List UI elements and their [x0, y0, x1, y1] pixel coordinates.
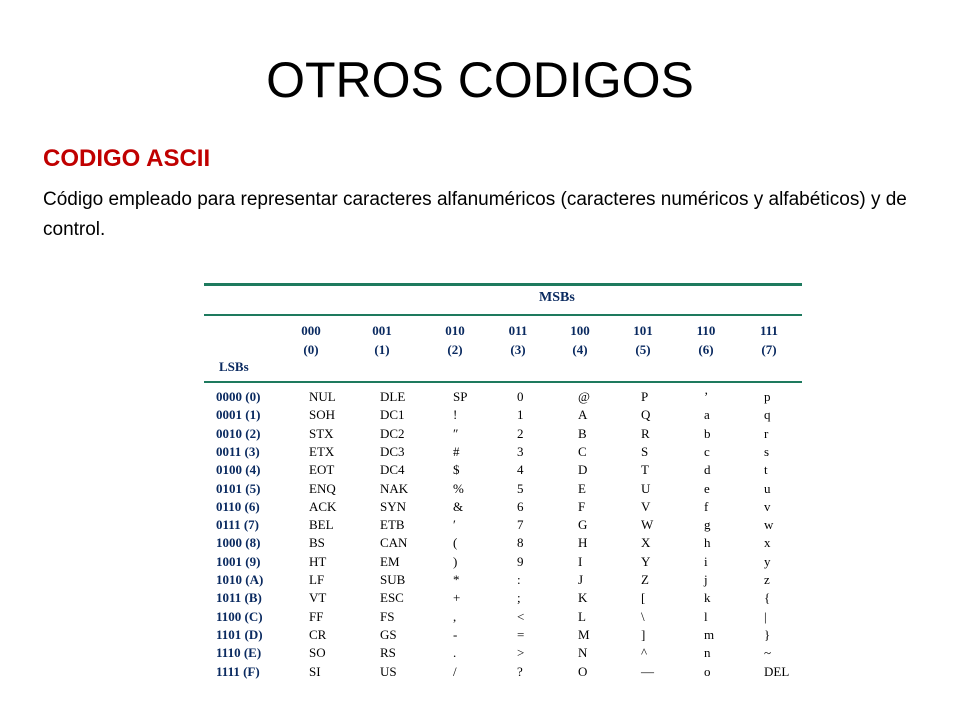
table-cell: G	[578, 517, 588, 533]
column-header-bits: 011	[508, 323, 528, 338]
table-cell: STX	[309, 425, 334, 441]
row-lsb-label: 1000 (8)	[216, 535, 261, 551]
table-cell: @	[578, 389, 590, 404]
table-cell: HT	[309, 553, 327, 569]
row-lsb-label: 1011 (B)	[216, 590, 262, 606]
column-header-dec: (5)	[635, 342, 651, 357]
table-cell: I	[578, 553, 583, 569]
table-cell: ENQ	[309, 480, 336, 496]
msbs-header: MSBs	[539, 290, 575, 305]
table-cell: VT	[309, 590, 327, 606]
column-header	[498, 321, 538, 359]
table-cell: K	[578, 590, 588, 606]
table-cell: c	[704, 443, 710, 459]
table-cell: FS	[380, 608, 395, 624]
table-cell: ETB	[380, 517, 405, 533]
table-cell: P	[641, 389, 649, 404]
table-cell: ,	[453, 608, 457, 624]
table-cell: ’	[704, 389, 709, 404]
row-lsb-label: 1010 (A)	[216, 572, 264, 587]
table-cell: (	[453, 535, 458, 551]
table-cell: U	[641, 480, 651, 496]
table-row	[204, 444, 802, 462]
column-header-dec: (2)	[447, 342, 463, 357]
table-header-rule	[204, 314, 802, 316]
table-cell: ETX	[309, 443, 335, 459]
table-cell: x	[764, 535, 771, 551]
table-cell: j	[704, 572, 708, 587]
table-cell: |	[764, 608, 767, 624]
table-cell: SI	[309, 663, 321, 679]
table-cell: A	[578, 407, 588, 423]
table-row	[204, 609, 802, 627]
row-lsb-label: 0001 (1)	[216, 407, 261, 423]
table-cell: m	[704, 626, 715, 642]
table-cell: NAK	[380, 480, 409, 496]
table-cell: SP	[453, 389, 468, 404]
table-cell: )	[453, 553, 458, 569]
table-cell: [	[641, 590, 646, 606]
row-lsb-label: 0110 (6)	[216, 498, 260, 514]
table-row	[204, 407, 802, 425]
table-cell: +	[453, 590, 461, 606]
column-header-bits: 100	[570, 323, 590, 338]
row-lsb-label: 0000 (0)	[216, 389, 261, 404]
table-cell: r	[764, 425, 769, 441]
table-cell: D	[578, 462, 588, 478]
table-cell: DC2	[380, 425, 405, 441]
column-header-dec: (6)	[698, 342, 714, 357]
table-row	[204, 645, 802, 663]
table-cell: Y	[641, 553, 651, 569]
ascii-table	[204, 283, 802, 687]
table-cell: DLE	[380, 389, 406, 404]
column-header-bits: 000	[301, 323, 321, 338]
table-row	[204, 481, 802, 499]
table-cell: S	[641, 443, 649, 459]
table-row	[204, 499, 802, 517]
table-cell: #	[453, 443, 460, 459]
table-cell: EOT	[309, 462, 335, 478]
table-cell: GS	[380, 626, 397, 642]
row-lsb-label: 0111 (7)	[216, 517, 259, 533]
table-cell: SOH	[309, 407, 336, 423]
column-header	[560, 321, 600, 359]
row-lsb-label: 0010 (2)	[216, 425, 261, 441]
row-lsb-label: 1110 (E)	[216, 645, 262, 661]
table-cell: O	[578, 663, 588, 679]
table-cell: *	[453, 572, 460, 587]
table-cell: 6	[517, 498, 524, 514]
column-header-bits: 001	[372, 323, 392, 338]
table-cell: FF	[309, 608, 324, 624]
table-cell: EM	[380, 553, 400, 569]
table-row	[204, 535, 802, 553]
table-cell: DEL	[764, 663, 790, 679]
table-cell: &	[453, 498, 464, 514]
table-row	[204, 389, 802, 407]
table-cell: 0	[517, 389, 524, 404]
column-header	[362, 321, 402, 359]
table-cell: ]	[641, 626, 646, 642]
table-cell: =	[517, 626, 525, 642]
table-cell: BEL	[309, 517, 334, 533]
column-header	[749, 321, 789, 359]
table-cell: DC4	[380, 462, 405, 478]
table-cell: q	[764, 407, 771, 423]
table-cell: <	[517, 608, 525, 624]
table-cell: v	[764, 498, 771, 514]
table-cell: 7	[517, 517, 524, 533]
column-header	[291, 321, 331, 359]
column-header-dec: (0)	[303, 342, 319, 357]
table-cell: /	[453, 663, 457, 679]
table-row	[204, 554, 802, 572]
table-cell: RS	[380, 645, 396, 661]
table-cell: ″	[453, 425, 459, 441]
table-cell: h	[704, 535, 711, 551]
table-cell: CAN	[380, 535, 408, 551]
table-cell: ;	[517, 590, 521, 606]
column-header-dec: (4)	[572, 342, 588, 357]
table-cell: 4	[517, 462, 524, 478]
table-cell: DC3	[380, 443, 405, 459]
table-cell: ^	[641, 645, 648, 661]
table-cell: ~	[764, 645, 772, 661]
table-row	[204, 517, 802, 535]
table-cell: L	[578, 608, 586, 624]
table-cell: .	[453, 645, 457, 661]
table-row	[204, 572, 802, 590]
table-cell: f	[704, 498, 709, 514]
table-cell: w	[764, 517, 774, 533]
table-row	[204, 627, 802, 645]
table-cell: i	[704, 553, 708, 569]
table-cell: l	[704, 608, 708, 624]
section-heading: CODIGO ASCII	[43, 145, 211, 172]
table-cell: R	[641, 425, 650, 441]
column-header-dec: (3)	[510, 342, 526, 357]
table-cell: F	[578, 498, 586, 514]
table-cell: $	[453, 462, 460, 478]
column-header-bits: 010	[445, 323, 465, 338]
table-cell: y	[764, 553, 771, 569]
column-header-bits: 111	[759, 323, 779, 338]
table-cell: NUL	[309, 389, 336, 404]
table-row	[204, 426, 802, 444]
row-lsb-label: 0011 (3)	[216, 443, 260, 459]
description-text: Código empleado para representar caracteres alfanuméricos (caracteres numéricos y alfabéticos) y de control.	[43, 189, 907, 240]
table-cell: >	[517, 645, 525, 661]
table-cell: SO	[309, 645, 326, 661]
table-cell: 9	[517, 553, 524, 569]
table-cell: 3	[517, 443, 524, 459]
row-lsb-label: 1100 (C)	[216, 608, 263, 624]
table-cell: M	[578, 626, 590, 642]
table-row	[204, 664, 802, 682]
table-cell: o	[704, 663, 711, 679]
table-cell: !	[453, 407, 458, 423]
table-cell: X	[641, 535, 651, 551]
table-cell: 1	[517, 407, 524, 423]
table-cell: s	[764, 443, 770, 459]
table-cell: a	[704, 407, 710, 423]
table-cell: US	[380, 663, 397, 679]
table-row	[204, 462, 802, 480]
table-top-rule	[204, 283, 802, 286]
table-cell: t	[764, 462, 768, 478]
table-cell: LF	[309, 572, 325, 587]
table-cell: b	[704, 425, 711, 441]
table-cell: ESC	[380, 590, 404, 606]
column-header	[623, 321, 663, 359]
table-cell: N	[578, 645, 588, 661]
table-cell: 8	[517, 535, 524, 551]
slide-title: OTROS CODIGOS	[266, 52, 694, 108]
column-header	[686, 321, 726, 359]
row-lsb-label: 0101 (5)	[216, 480, 261, 496]
column-header-dec: (1)	[374, 342, 390, 357]
row-lsb-label: 0100 (4)	[216, 462, 261, 478]
table-cell: g	[704, 517, 711, 533]
table-cell: H	[578, 535, 588, 551]
table-cell: %	[453, 480, 464, 496]
table-row	[204, 590, 802, 608]
table-cell: ACK	[309, 498, 337, 514]
column-header-bits: 101	[633, 323, 653, 338]
table-cell: 5	[517, 480, 524, 496]
column-header-bits: 110	[696, 323, 716, 338]
table-cell: Z	[641, 572, 649, 587]
table-cell: z	[764, 572, 770, 587]
table-cell: DC1	[380, 407, 405, 423]
table-cell: p	[764, 389, 771, 404]
column-header	[435, 321, 475, 359]
row-lsb-label: 1001 (9)	[216, 553, 261, 569]
table-cell: T	[641, 462, 649, 478]
table-cell: \	[641, 608, 645, 624]
table-cell: V	[641, 498, 651, 514]
table-cell: :	[517, 572, 521, 587]
table-cell: SYN	[380, 498, 407, 514]
table-cell: {	[764, 590, 771, 606]
table-cell: CR	[309, 626, 327, 642]
row-lsb-label: 1101 (D)	[216, 626, 263, 642]
table-cell: ?	[517, 663, 523, 679]
table-cell: BS	[309, 535, 325, 551]
column-header-dec: (7)	[761, 342, 777, 357]
table-cell: J	[578, 572, 584, 587]
row-lsb-label: 1111 (F)	[216, 663, 260, 679]
table-body-rule	[204, 381, 802, 383]
table-cell: -	[453, 626, 458, 642]
table-cell: SUB	[380, 572, 406, 587]
table-cell: W	[641, 517, 654, 533]
table-cell: d	[704, 462, 711, 478]
table-cell: k	[704, 590, 711, 606]
table-cell: B	[578, 425, 587, 441]
table-cell: C	[578, 443, 587, 459]
table-cell: Q	[641, 407, 651, 423]
table-cell: —	[641, 663, 654, 679]
table-cell: e	[704, 480, 710, 496]
lsbs-header: LSBs	[219, 359, 249, 374]
table-cell: n	[704, 645, 711, 661]
table-cell: u	[764, 480, 771, 496]
table-cell: E	[578, 480, 586, 496]
table-cell: 2	[517, 425, 524, 441]
table-cell: }	[764, 626, 771, 642]
table-cell: ′	[453, 517, 456, 533]
